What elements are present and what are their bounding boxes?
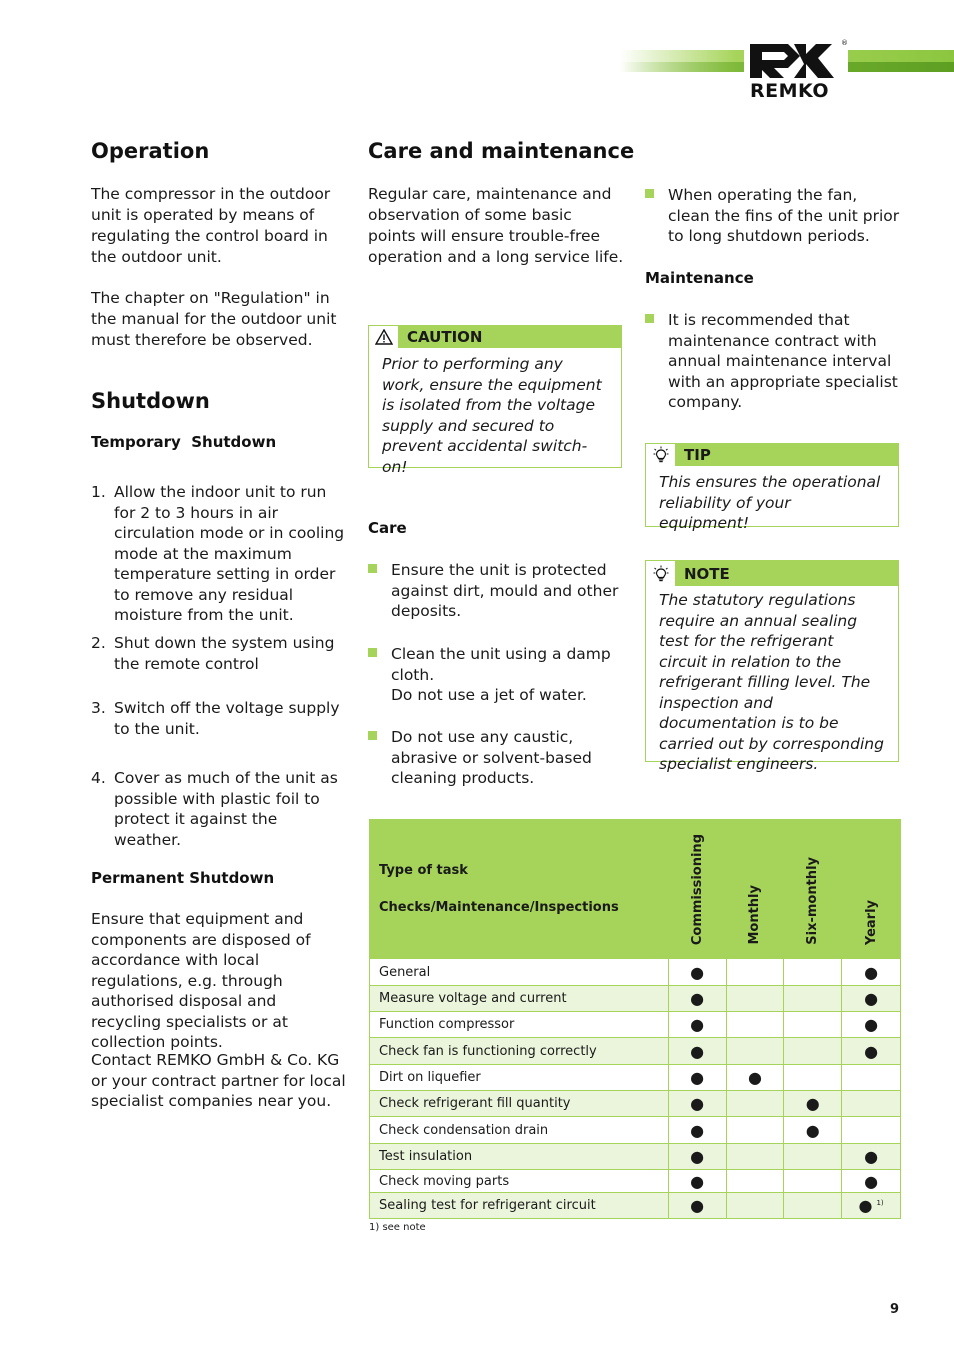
schedule-mark-cell	[726, 1091, 784, 1117]
bullet-mark: ●	[864, 1041, 879, 1061]
table-row	[370, 1012, 901, 1038]
bullet-marker	[368, 731, 377, 740]
bullet-mark: ●	[864, 989, 879, 1008]
shutdown-step-3	[91, 698, 346, 739]
table-header-row	[370, 820, 901, 959]
note-label: NOTE	[684, 564, 730, 583]
schedule-mark-cell	[784, 959, 842, 986]
schedule-mark-cell	[668, 959, 726, 986]
step-text: Shut down the system using the remote control	[114, 634, 335, 673]
care-item-3	[368, 727, 624, 789]
table-row	[370, 1117, 901, 1144]
maintenance-schedule-table	[369, 819, 901, 1219]
schedule-mark-cell	[842, 1091, 901, 1117]
schedule-mark-cell	[842, 986, 901, 1012]
table-row	[370, 1065, 901, 1091]
schedule-mark-cell	[784, 1193, 842, 1219]
task-name-cell: Test insulation	[370, 1144, 669, 1170]
care-intro-paragraph: Regular care, maintenance and observation of some basic points will ensure trouble-free operation and a long service life.	[368, 185, 624, 266]
maintenance-item-1	[645, 310, 901, 413]
bullet-mark: ●	[690, 1094, 705, 1113]
care-item-2	[368, 644, 624, 706]
bullet-mark: ●	[864, 1015, 879, 1034]
trademark-symbol: ®	[841, 39, 848, 47]
schedule-mark-cell	[726, 1193, 784, 1219]
task-name-cell: Function compressor	[370, 1012, 669, 1038]
footnote-ref: 1)	[876, 1198, 884, 1207]
permanent-paragraph-2: Contact REMKO GmbH & Co. KG or your contract partner for local specialist companies near you.	[91, 1051, 346, 1110]
logo	[744, 40, 848, 102]
bullet-mark: ●	[690, 1171, 705, 1191]
table-row	[370, 1170, 901, 1193]
task-name-cell: Check refrigerant fill quantity	[370, 1091, 669, 1117]
schedule-mark-cell	[726, 1038, 784, 1065]
schedule-mark-cell	[842, 959, 901, 986]
care-item-text: Ensure the unit is protected against dirt, mould and other deposits.	[391, 561, 619, 620]
schedule-mark-cell	[842, 1012, 901, 1038]
care-item-text: Clean the unit using a damp cloth. Do not use a jet of water.	[391, 645, 611, 704]
table-row	[370, 1144, 901, 1170]
task-type-label: Type of task	[379, 863, 468, 878]
table-row	[370, 959, 901, 986]
step-text: Switch off the voltage supply to the unit.	[114, 699, 340, 738]
column-label: Monthly	[747, 885, 763, 945]
tip-label: TIP	[684, 446, 711, 464]
tip-header	[646, 444, 898, 466]
bullet-mark: ●	[858, 1196, 873, 1215]
table-row	[370, 986, 901, 1012]
step-text: Allow the indoor unit to run for 2 to 3 hours in air circulation mode or in cooling mode at the maximum temperature setting in order to remove any residual moisture from the unit.	[114, 483, 345, 624]
remko-logo-icon	[744, 40, 848, 82]
schedule-mark-cell	[784, 1091, 842, 1117]
care-item-1	[368, 560, 624, 622]
step-number: 1.	[91, 483, 106, 501]
schedule-mark-cell	[784, 986, 842, 1012]
schedule-mark-cell	[726, 1144, 784, 1170]
bullet-mark: ●	[864, 1147, 879, 1166]
schedule-mark-cell	[726, 959, 784, 986]
schedule-mark-cell	[784, 1038, 842, 1065]
bullet-mark: ●	[805, 1094, 820, 1113]
bullet-mark: ●	[690, 1015, 705, 1034]
step-number: 3.	[91, 699, 106, 717]
task-name-cell: Check condensation drain	[370, 1117, 669, 1144]
operation-heading: Operation	[91, 139, 210, 163]
schedule-mark-cell	[668, 1144, 726, 1170]
maintenance-heading: Maintenance	[645, 269, 754, 287]
fan-item-text: When operating the fan, clean the fins of the unit prior to long shutdown periods.	[668, 186, 900, 245]
schedule-mark-cell	[842, 1144, 901, 1170]
step-number: 4.	[91, 769, 106, 787]
task-name-cell: Sealing test for refrigerant circuit	[370, 1193, 669, 1219]
lightbulb-icon	[646, 561, 676, 586]
shutdown-heading: Shutdown	[91, 389, 210, 413]
schedule-mark-cell	[668, 1091, 726, 1117]
task-name-cell: Check fan is functioning correctly	[370, 1038, 669, 1065]
step-text: Cover as much of the unit as possible with plastic foil to protect it against the weather.	[114, 769, 338, 849]
column-label: Commissioning	[689, 833, 705, 945]
shutdown-step-4	[91, 768, 346, 850]
schedule-mark-cell	[668, 1170, 726, 1193]
schedule-mark-cell	[842, 1170, 901, 1193]
schedule-mark-cell	[726, 1012, 784, 1038]
schedule-mark-cell	[668, 1193, 726, 1219]
operation-paragraph-1: The compressor in the outdoor unit is operated by means of regulating the control board in the outdoor unit.	[91, 185, 331, 266]
schedule-mark-cell	[842, 1038, 901, 1065]
table-row	[370, 1091, 901, 1117]
column-header-commissioning	[668, 820, 726, 959]
bullet-mark: ●	[864, 962, 879, 982]
schedule-mark-cell	[784, 1117, 842, 1144]
column-label: Yearly	[863, 899, 879, 945]
caution-header	[369, 326, 621, 348]
permanent-paragraph-1: Ensure that equipment and components are disposed of accordance with local regulations, e.g. through authorised disposal and recycling specialists or at collection points.	[91, 910, 311, 1051]
tip-box	[645, 443, 899, 532]
schedule-mark-cell	[668, 1038, 726, 1065]
bullet-marker	[368, 564, 377, 573]
bullet-marker	[645, 314, 654, 323]
task-name-cell: General	[370, 959, 669, 986]
schedule-mark-cell	[842, 1193, 901, 1219]
caution-box	[368, 325, 622, 476]
bullet-mark: ●	[690, 1120, 705, 1140]
table-footnote: 1) see note	[369, 1222, 426, 1233]
column-header-yearly	[842, 820, 901, 959]
bullet-mark: ●	[690, 1147, 705, 1166]
tip-text: This ensures the operational reliability of your equipment!	[659, 473, 881, 532]
operation-paragraph-2: The chapter on "Regulation" in the manual for the outdoor unit must therefore be observed.	[91, 289, 337, 349]
table-row	[370, 1193, 901, 1219]
bullet-mark: ●	[690, 1196, 705, 1215]
page-number: 9	[890, 1302, 900, 1317]
schedule-mark-cell	[668, 1065, 726, 1091]
task-type-header	[370, 820, 669, 959]
task-name-cell: Dirt on liquefier	[370, 1065, 669, 1091]
column-label: Six-monthly	[805, 857, 821, 945]
maintenance-item-text: It is recommended that maintenance contract with annual maintenance interval with an appropriate specialist company.	[668, 311, 898, 411]
bullet-mark: ●	[864, 1171, 879, 1191]
bullet-mark: ●	[690, 962, 705, 982]
bullet-mark: ●	[690, 1068, 705, 1087]
task-name-cell: Measure voltage and current	[370, 986, 669, 1012]
care-heading: Care	[368, 519, 407, 537]
task-category-label: Checks/Maintenance/Inspections	[379, 900, 619, 915]
table-row	[370, 1038, 901, 1065]
bullet-mark: ●	[690, 1041, 705, 1061]
schedule-mark-cell	[842, 1065, 901, 1091]
bullet-marker	[645, 189, 654, 198]
schedule-mark-cell	[784, 1065, 842, 1091]
logo-wordmark: REMKO	[750, 80, 830, 102]
shutdown-step-1	[91, 482, 346, 626]
column-header-monthly	[726, 820, 784, 959]
schedule-mark-cell	[842, 1117, 901, 1144]
warning-icon	[369, 326, 399, 348]
care-maintenance-heading: Care and maintenance	[368, 139, 635, 163]
schedule-mark-cell	[784, 1012, 842, 1038]
lightbulb-icon	[646, 444, 676, 466]
note-text: The statutory regulations require an annual sealing test for the refrigerant circuit in relation to the refrigerant filling level. The inspection and documentation is to be carried out by corresponding specialist engineers.	[659, 591, 884, 773]
schedule-mark-cell	[784, 1170, 842, 1193]
shutdown-step-2	[91, 633, 346, 674]
schedule-mark-cell	[668, 986, 726, 1012]
bullet-mark: ●	[747, 1068, 762, 1087]
schedule-mark-cell	[784, 1144, 842, 1170]
permanent-shutdown-heading: Permanent Shutdown	[91, 869, 275, 887]
care-item-text: Do not use any caustic, abrasive or solvent-based cleaning products.	[391, 728, 592, 787]
task-name-cell: Check moving parts	[370, 1170, 669, 1193]
bullet-marker	[368, 648, 377, 657]
note-header	[646, 561, 898, 586]
caution-text: Prior to performing any work, ensure the equipment is isolated from the voltage supply and secured to prevent accidental switch-on!	[382, 355, 602, 476]
schedule-mark-cell	[668, 1117, 726, 1144]
step-number: 2.	[91, 634, 106, 652]
schedule-mark-cell	[726, 986, 784, 1012]
schedule-mark-cell	[726, 1117, 784, 1144]
temporary-shutdown-heading: Temporary Shutdown	[91, 433, 277, 451]
caution-label: CAUTION	[407, 328, 483, 346]
bullet-mark: ●	[805, 1120, 820, 1140]
column-header-six-monthly	[784, 820, 842, 959]
schedule-mark-cell	[726, 1170, 784, 1193]
schedule-mark-cell	[726, 1065, 784, 1091]
schedule-mark-cell	[668, 1012, 726, 1038]
note-box	[645, 560, 899, 773]
bullet-mark: ●	[690, 989, 705, 1008]
fan-item	[645, 185, 901, 247]
